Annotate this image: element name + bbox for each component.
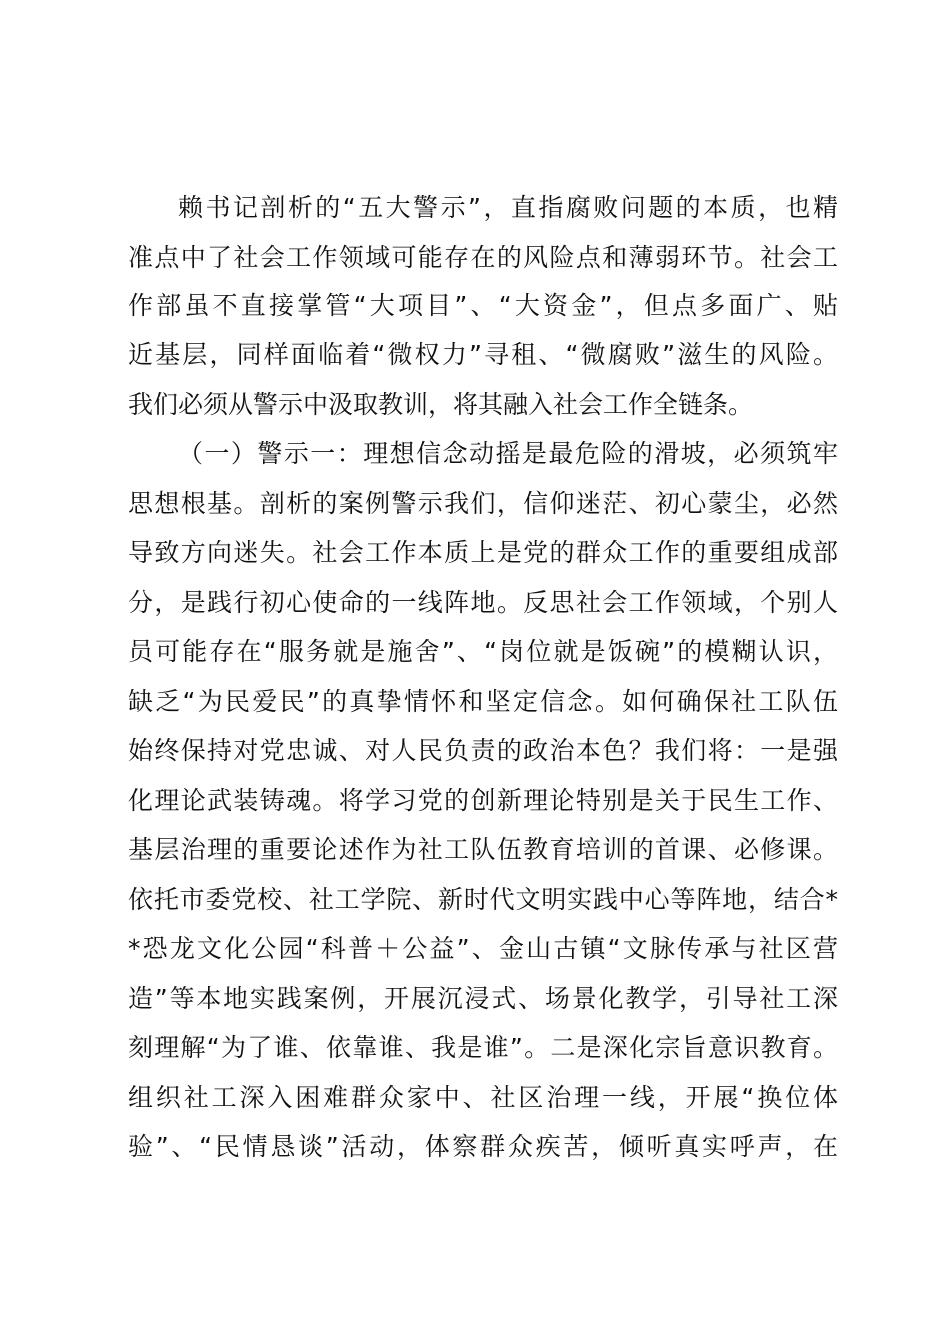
paragraph-2-line-7: 始终保持对党忠诚、对人民负责的政治本色？我们将：一是强 — [128, 736, 838, 765]
paragraph-2-line-12: 造”等本地实践案例，开展沉浸式、场景化教学，引导社工深 — [128, 984, 838, 1013]
paragraph-1-line-5: 我们必须从警示中汲取教训，将其融入社会工作全链条。 — [128, 390, 754, 419]
paragraph-1-line-3: 作部虽不直接掌管“大项目”、“大资金”，但点多面广、贴 — [128, 291, 838, 320]
paragraph-2-line-14: 组织社工深入困难群众家中、社区治理一线，开展“换位体 — [128, 1083, 838, 1112]
paragraph-2-line-4: 分，是践行初心使命的一线阵地。反思社会工作领域，个别人 — [128, 588, 838, 617]
paragraph-2-line-6: 缺乏“为民爱民”的真挚情怀和坚定信念。如何确保社工队伍 — [128, 687, 838, 716]
paragraph-2-line-8: 化理论武装铸魂。将学习党的创新理论特别是关于民生工作、 — [128, 786, 838, 815]
paragraph-1-line-4: 近基层，同样面临着“微权力”寻租、“微腐败”滋生的风险。 — [128, 340, 838, 369]
paragraph-2-line-5: 员可能存在“服务就是施舍”、“岗位就是饭碗”的模糊认识， — [128, 637, 838, 666]
paragraph-1-line-1: 赖书记剖析的“五大警示”，直指腐败问题的本质，也精 — [178, 193, 838, 222]
paragraph-2-line-1: （一）警示一：理想信念动摇是最危险的滑坡，必须筑牢 — [178, 439, 838, 468]
paragraph-2-line-9: 基层治理的重要论述作为社工队伍教育培训的首课、必修课。 — [128, 835, 838, 864]
paragraph-1-line-2: 准点中了社会工作领域可能存在的风险点和薄弱环节。社会工 — [128, 243, 838, 272]
paragraph-2-line-11: *恐龙文化公园“科普＋公益”、金山古镇“文脉传承与社区营 — [128, 934, 838, 963]
paragraph-2-line-2: 思想根基。剖析的案例警示我们，信仰迷茫、初心蒙尘，必然 — [128, 489, 838, 518]
paragraph-2-line-3: 导致方向迷失。社会工作本质上是党的群众工作的重要组成部 — [128, 538, 838, 567]
paragraph-2-line-10: 依托市委党校、社工学院、新时代文明实践中心等阵地，结合* — [128, 885, 838, 914]
paragraph-2-line-13: 刻理解“为了谁、依靠谁、我是谁”。二是深化宗旨意识教育。 — [128, 1033, 838, 1062]
paragraph-2-line-15: 验”、“民情恳谈”活动，体察群众疾苦，倾听真实呼声，在 — [128, 1132, 838, 1161]
